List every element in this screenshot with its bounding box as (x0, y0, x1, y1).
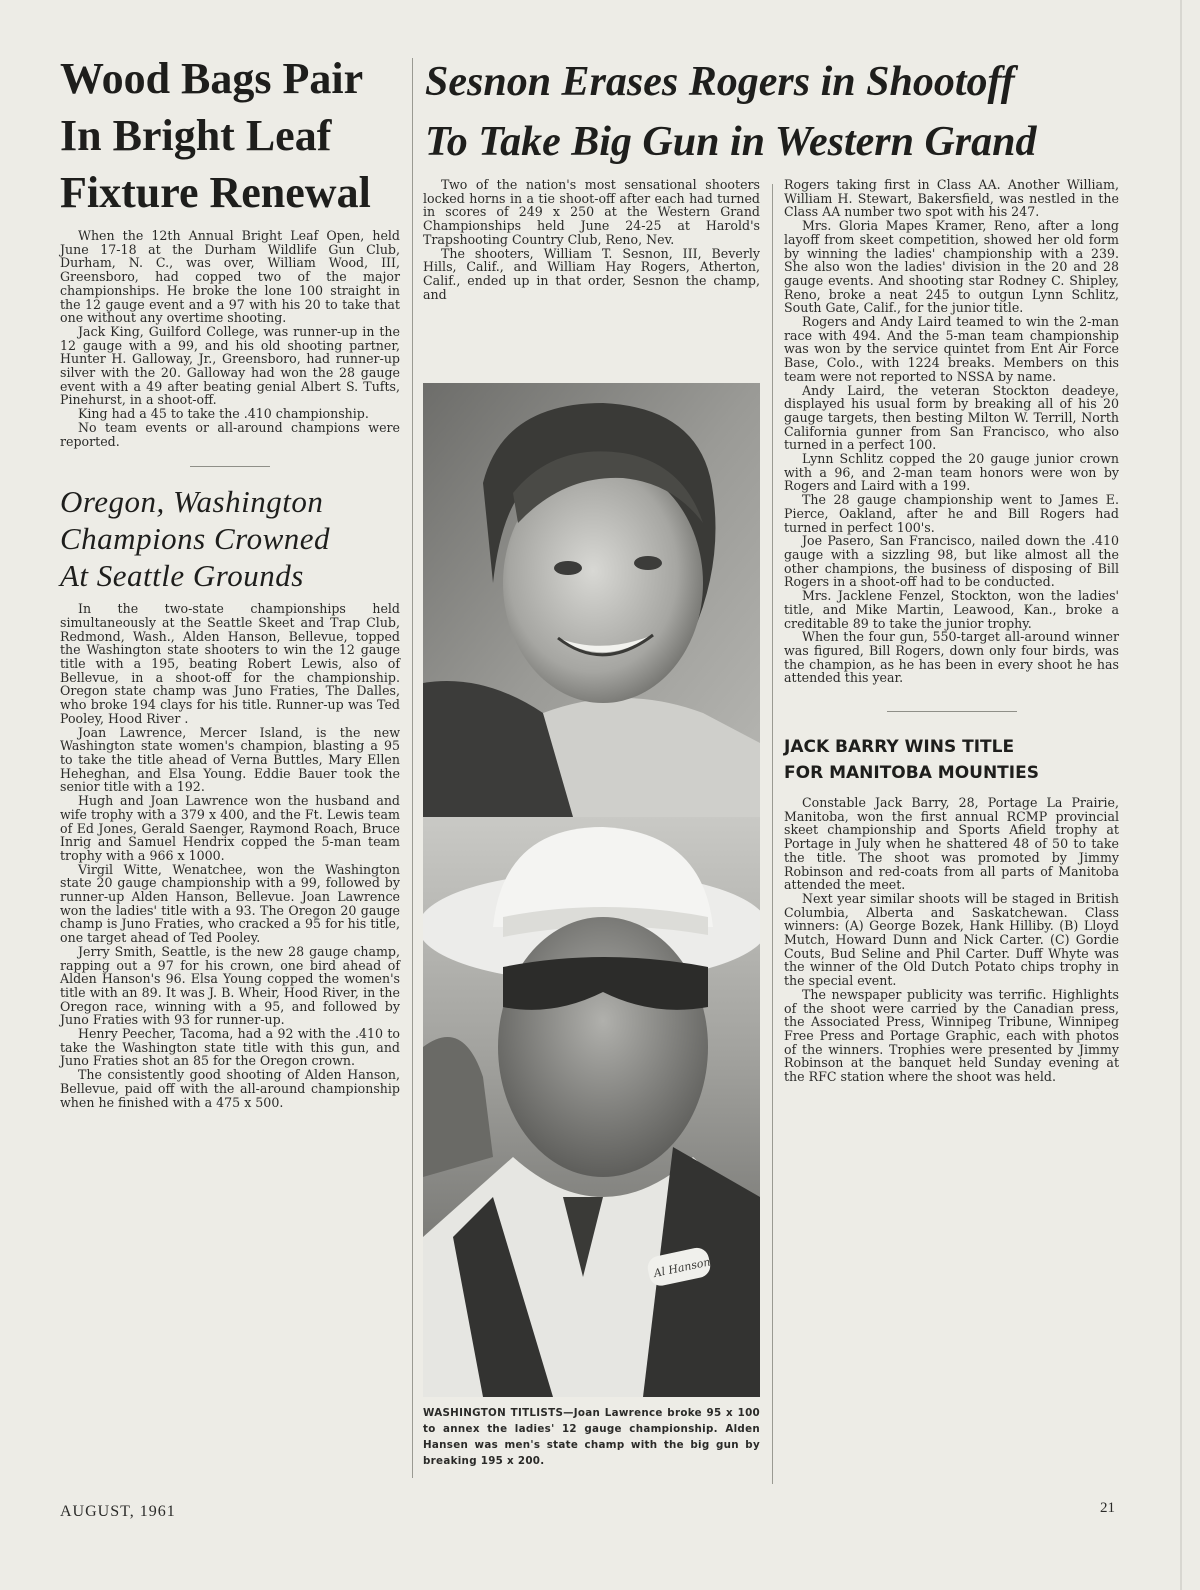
page-edge (1180, 0, 1182, 1590)
oregon-washington-headline: Oregon, Washington Champions Crowned At Seattle Grounds (60, 484, 331, 594)
article-paragraph: No team events or all-around champions were reported. (60, 419, 400, 449)
sesnon-headline: Sesnon Erases Rogers in Shootoff To Take Big Gun in Western Grand (425, 59, 1037, 165)
wood-article-body (60, 229, 400, 448)
photo-caption: WASHINGTON TITLISTS—Joan Lawrence broke 95 x 100 to annex the ladies' 12 gauge championship. Alden Hansen was men's state champ with the big gun by breaking 195 x 200. (423, 1407, 760, 1467)
article-paragraph: Henry Peecher, Tacoma, had a 92 with the .410 to take the Washington state title with this gun, and Juno Fraties shot an 85 for the Oregon crown. (60, 1026, 400, 1069)
article-paragraph: Constable Jack Barry, 28, Portage La Prairie, Manitoba, won the first annual RCMP provincial skeet championship and Sports Afield trophy at Portage in July when he shattered 48 of 50 to take the title. The shoot was promoted by Jimmy Robinson and red-coats from all parts of Manitoba attended the meet. (784, 795, 1119, 893)
article-paragraph: The shooters, William T. Sesnon, III, Beverly Hills, Calif., and William Hay Rogers, Atherton, Calif., ended up in that order, Sesnon the champ, and (423, 245, 760, 302)
photo-joan-lawrence (423, 383, 760, 817)
article-paragraph: Lynn Schlitz copped the 20 gauge junior crown with a 96, and 2-man team honors were won by Rogers and Laird with a 199. (784, 451, 1119, 494)
article-paragraph: Joe Pasero, San Francisco, nailed down the .410 gauge with a sizzling 98, but like almost all the other champions, the business of disposing of Bill Rogers in a shoot-off had to be conducted. (784, 533, 1119, 590)
middle-column-text (423, 178, 760, 301)
article-paragraph: Mrs. Jacklene Fenzel, Stockton, won the ladies' title, and Mike Martin, Leawood, Kan., broke a creditable 89 to take the junior trophy. (784, 588, 1119, 631)
photo-alden-hanson (423, 817, 760, 1397)
left-column (60, 50, 400, 1109)
article-paragraph: Joan Lawrence, Mercer Island, is the new Washington state women's champion, blasting a 95 to take the title ahead of Verna Buttles, Mary Ellen Heheghan, and Elsa Young. Eddie Bauer took the senior title with a 192. (60, 724, 400, 795)
photo-woman-image (423, 383, 760, 817)
article-paragraph: Jack King, Guilford College, was runner-up in the 12 gauge with a 99, and his old shooting partner, Hunter H. Galloway, Jr., Greensboro, had runner-up silver with the 20. Galloway had won the 28 gauge event with a 49 after beating genial Albert S. Tufts, Pinehurst, in a shoot-off. (60, 323, 400, 408)
column-rule-left (412, 58, 413, 1478)
article-paragraph: When the four gun, 550-target all-around winner was figured, Bill Rogers, down only four birds, was the champion, as he has been in every shoot he has attended this year. (784, 629, 1119, 686)
article-paragraph: The consistently good shooting of Alden Hanson, Bellevue, paid off with the all-around championship when he finished with a 475 x 500. (60, 1067, 400, 1110)
photo-man-image (423, 817, 760, 1397)
article-paragraph: Hugh and Joan Lawrence won the husband and wife trophy with a 379 x 400, and the Ft. Lewis team of Ed Jones, Gerald Saenger, Raymond Roach, Bruce Inrig and Samuel Hendrix copped the 5-man team trophy with a 966 x 1000. (60, 793, 400, 863)
oregon-article-body (60, 602, 400, 1109)
article-paragraph: Two of the nation's most sensational shooters locked horns in a tie shoot-off after each had turned in scores of 249 x 250 at the Western Grand Championships held June 24-25 at Harold's Trapshooting Country Club, Reno, Nev. (423, 177, 760, 247)
article-paragraph: Jerry Smith, Seattle, is the new 28 gauge champ, rapping out a 97 for his crown, one bird ahead of Alden Hanson's 96. Elsa Young copped the women's title with an 89. It was J. B. Wheir, Hood River, in the Oregon race, winning with a 95, and followed by Juno Fraties with 93 for runner-up. (60, 943, 400, 1028)
column-rule-right (772, 184, 773, 1484)
article-paragraph: Mrs. Gloria Mapes Kramer, Reno, after a long layoff from skeet competition, showed her old form by winning the ladies' championship with a 239. She also won the ladies' division in the 20 and 28 gauge events. And shooting star Rodney C. Shipley, Reno, broke a neat 245 to outgun Lynn Schlitz, South Gate, Calif., for the junior title. (784, 218, 1119, 316)
article-paragraph: Next year similar shoots will be staged in British Columbia, Alberta and Saskatchewan. Class winners: (A) George Bozek, Hank Hilliby. (B) Lloyd Mutch, Howard Dunn and Nick Carter. (C) Gordie Couts, Bud Seline and Phil Carter. Duff Whyte was the winner of the Old Dutch Potato chips trophy in the special event. (784, 890, 1119, 989)
article-paragraph: Andy Laird, the veteran Stockton deadeye, displayed his usual form by breaking all of his 20 gauge targets, then besting Milton W. Terrill, North California gunner from San Francisco, who also turned in a perfect 100. (784, 382, 1119, 453)
article-paragraph: The newspaper publicity was terrific. Highlights of the shoot were carried by the Canadian press, the Associated Press, Winnipeg Tribune, Winnipeg Free Press and Portage Graphic, each with photos of the winners. Trophies were presented by Jimmy Robinson at the banquet held Sunday evening at the RFC station where the shoot was held. (784, 986, 1119, 1085)
issue-date: AUGUST, 1961 (60, 1503, 176, 1520)
article-paragraph: The 28 gauge championship went to James E. Pierce, Oakland, after he and Bill Rogers had turned in perfect 100's. (784, 492, 1119, 535)
wood-headline: Wood Bags Pair In Bright Leaf Fixture Renewal (60, 54, 371, 217)
jack-barry-headline: JACK BARRY WINS TITLE FOR MANITOBA MOUNTIES (784, 737, 1039, 784)
article-paragraph: Rogers and Andy Laird teamed to win the 2-man race with 494. And the 5-man team championship was won by the service quintet from Ent Air Force Base, Colo., with 1224 breaks. Members on this team were not reported to NSSA by name. (784, 314, 1119, 384)
article-paragraph: King had a 45 to take the .410 championship. (78, 406, 369, 422)
section-divider (887, 711, 1017, 712)
section-divider (190, 466, 270, 467)
article-paragraph: Virgil Witte, Wenatchee, won the Washington state 20 gauge championship with a 99, followed by runner-up Alden Hanson, Bellevue. Joan Lawrence won the ladies' title with a 93. The Oregon 20 gauge champ is Juno Fraties, who cracked a 95 for his title, one target ahead of Ted Pooley. (60, 861, 400, 946)
name-tag-text: Al Hanson (652, 1255, 712, 1281)
article-paragraph: When the 12th Annual Bright Leaf Open, held June 17-18 at the Durham Wildlife Gun Club, Durham, N. C., was over, William Wood, III, Greensboro, had copped two of the major championships. He broke the lone 100 straight in the 12 gauge event and a 97 with his 20 to take that one without any overtime shooting. (60, 228, 400, 326)
right-column (784, 178, 1119, 1084)
article-paragraph: Rogers taking first in Class AA. Another William, William H. Stewart, Bakersfield, was nestled in the Class AA number two spot with his 247. (784, 177, 1119, 220)
page-number: 21 (1100, 1500, 1115, 1516)
article-paragraph: In the two-state championships held simultaneously at the Seattle Skeet and Trap Club, Redmond, Wash., Alden Hanson, Bellevue, topped the Washington state shooters to win the 12 gauge title with a 195, beating Robert Lewis, also of Bellevue, in a shoot-off for the championship. Oregon state champ was Juno Fraties, The Dalles, who broke 194 clays for his title. Runner-up was Ted Pooley, Hood River . (60, 601, 400, 726)
